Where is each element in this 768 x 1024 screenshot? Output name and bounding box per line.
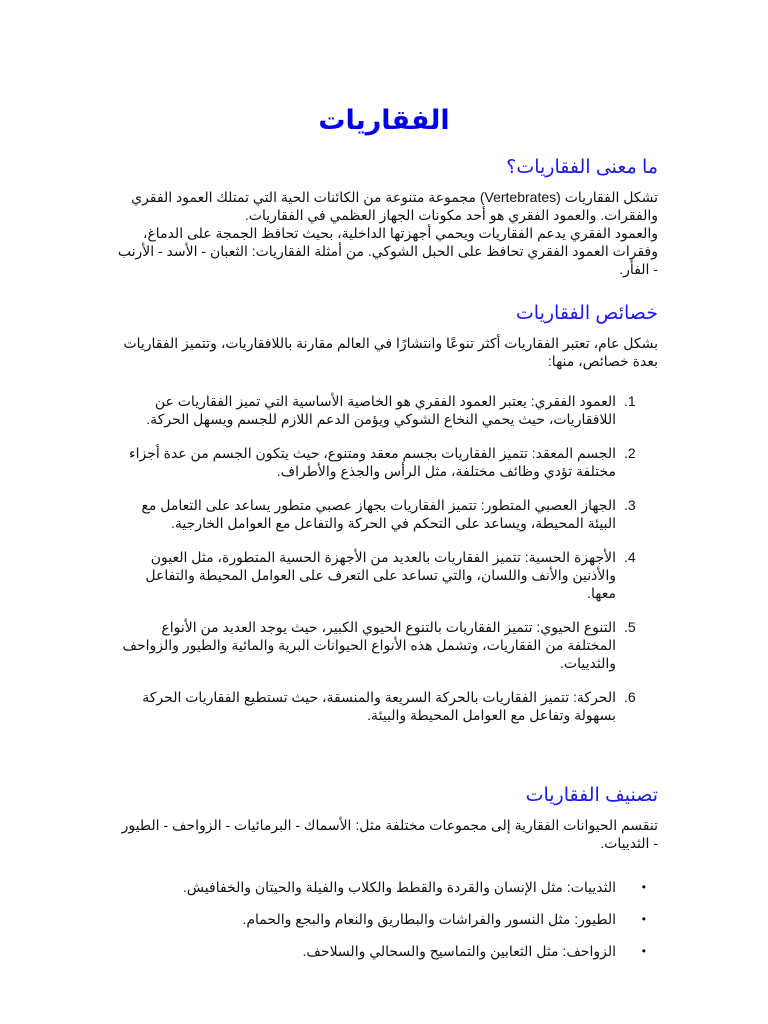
list-item-text: التنوع الحيوي: تتميز الفقاريات بالتنوع الحيوي الكبير، حيث يوجد العديد من الأنواع المختلفة من الفقاريات، وتشمل هذه الأنواع الحيوانات البرية والمائية والطيور والزواحف والثدييات. xyxy=(122,619,616,671)
bullet-icon: • xyxy=(641,880,646,894)
list-item-text: الطيور: مثل النسور والفراشات والبطاريق والنعام والبجع والحمام. xyxy=(242,911,616,927)
list-item-text: العمود الفقري: يعتبر العمود الفقري هو الخاصية الأساسية التي تميز الفقاريات عن اللافقاريات، حيث يحمي النخاع الشوكي ويؤمن الدعم اللازم للجسم ويسهل الحركة. xyxy=(146,393,616,427)
document-page xyxy=(116,100,658,982)
meaning-paragraph-2: والعمود الفقري يدعم الفقاريات ويحمي أجهزتها الداخلية، بحيث تحافظ الجمجة على الدماغ، وفقرات العمود الفقري تحافظ على الحبل الشوكي. من أمثلة الفقاريات: الثعبان - الأسد - الأرنب - الفأر. xyxy=(117,225,658,277)
section-spacer xyxy=(116,746,658,782)
list-item-text: الزواحف: مثل الثعابين والتماسيح والسحالي والسلاحف. xyxy=(302,943,616,959)
list-number: 1. xyxy=(624,393,636,409)
list-number: 6. xyxy=(624,689,636,705)
list-number: 4. xyxy=(624,549,636,565)
list-item xyxy=(116,618,658,672)
list-item-text: الأجهزة الحسية: تتميز الفقاريات بالعديد من الأجهزة الحسية المتطورة، مثل العيون والأذنين والأنف واللسان، والتي تساعد على التعرف على العوامل المحيطة والتفاعل معها. xyxy=(145,549,616,601)
list-item-text: الجهاز العصبي المتطور: تتميز الفقاريات بجهاز عصبي متطور يساعد على التعامل مع البيئة المحيطة، ويساعد على التحكم في الحركة والتفاعل مع العوامل الخارجية. xyxy=(141,497,616,531)
list-item xyxy=(116,392,658,428)
section-heading-features: خصائص الفقاريات xyxy=(515,303,658,324)
bullet-icon: • xyxy=(641,912,646,926)
page-title: الفقاريات xyxy=(318,105,450,135)
list-item xyxy=(116,496,658,532)
section-heading-meaning: ما معنى الفقاريات؟ xyxy=(506,157,658,178)
list-item xyxy=(116,942,658,960)
features-intro: بشكل عام، تعتبر الفقاريات أكثر تنوعًا وانتشارًا في العالم مقارنة باللافقاريات، وتتميز الفقاريات بعدة خصائص، منها: xyxy=(123,335,658,369)
list-item xyxy=(116,910,658,928)
list-item-text: الحركة: تتميز الفقاريات بالحركة السريعة والمنسقة، حيث تستطيع الفقاريات الحركة بسهولة وتفاعل مع العوامل المحيطة والبيئة. xyxy=(142,689,616,723)
classification-intro: تنقسم الحيوانات الفقارية إلى مجموعات مختلفة مثل: الأسماك - البرمائيات - الزواحف - الطيور - الثدييات. xyxy=(121,817,658,851)
list-item xyxy=(116,444,658,480)
section-meaning xyxy=(116,154,658,278)
bullet-icon: • xyxy=(641,944,646,958)
list-item xyxy=(116,548,658,602)
classification-list xyxy=(116,878,658,960)
list-item xyxy=(116,878,658,896)
list-number: 3. xyxy=(624,497,636,513)
meaning-paragraph-1: تشكل الفقاريات (Vertebrates) مجموعة متنوعة من الكائنات الحية التي تمتلك العمود الفقري والفقرات. والعمود الفقري هو أحد مكونات الجهاز العظمي في الفقاريات. xyxy=(131,189,658,223)
list-item-text: الجسم المعقد: تتميز الفقاريات بجسم معقد ومتنوع، حيث يتكون الجسم من عدة أجزاء مختلفة تؤدي وظائف مختلفة، مثل الرأس والجذع والأطراف. xyxy=(128,445,616,479)
features-list xyxy=(116,392,658,724)
list-number: 2. xyxy=(624,445,636,461)
section-heading-classification: تصنيف الفقاريات xyxy=(525,785,658,806)
section-classification xyxy=(116,782,658,960)
section-features xyxy=(116,300,658,724)
list-item-text: الثدييات: مثل الإنسان والقردة والقطط والكلاب والفيلة والحيتان والخفافيش. xyxy=(183,879,616,895)
list-item xyxy=(116,688,658,724)
list-number: 5. xyxy=(624,619,636,635)
